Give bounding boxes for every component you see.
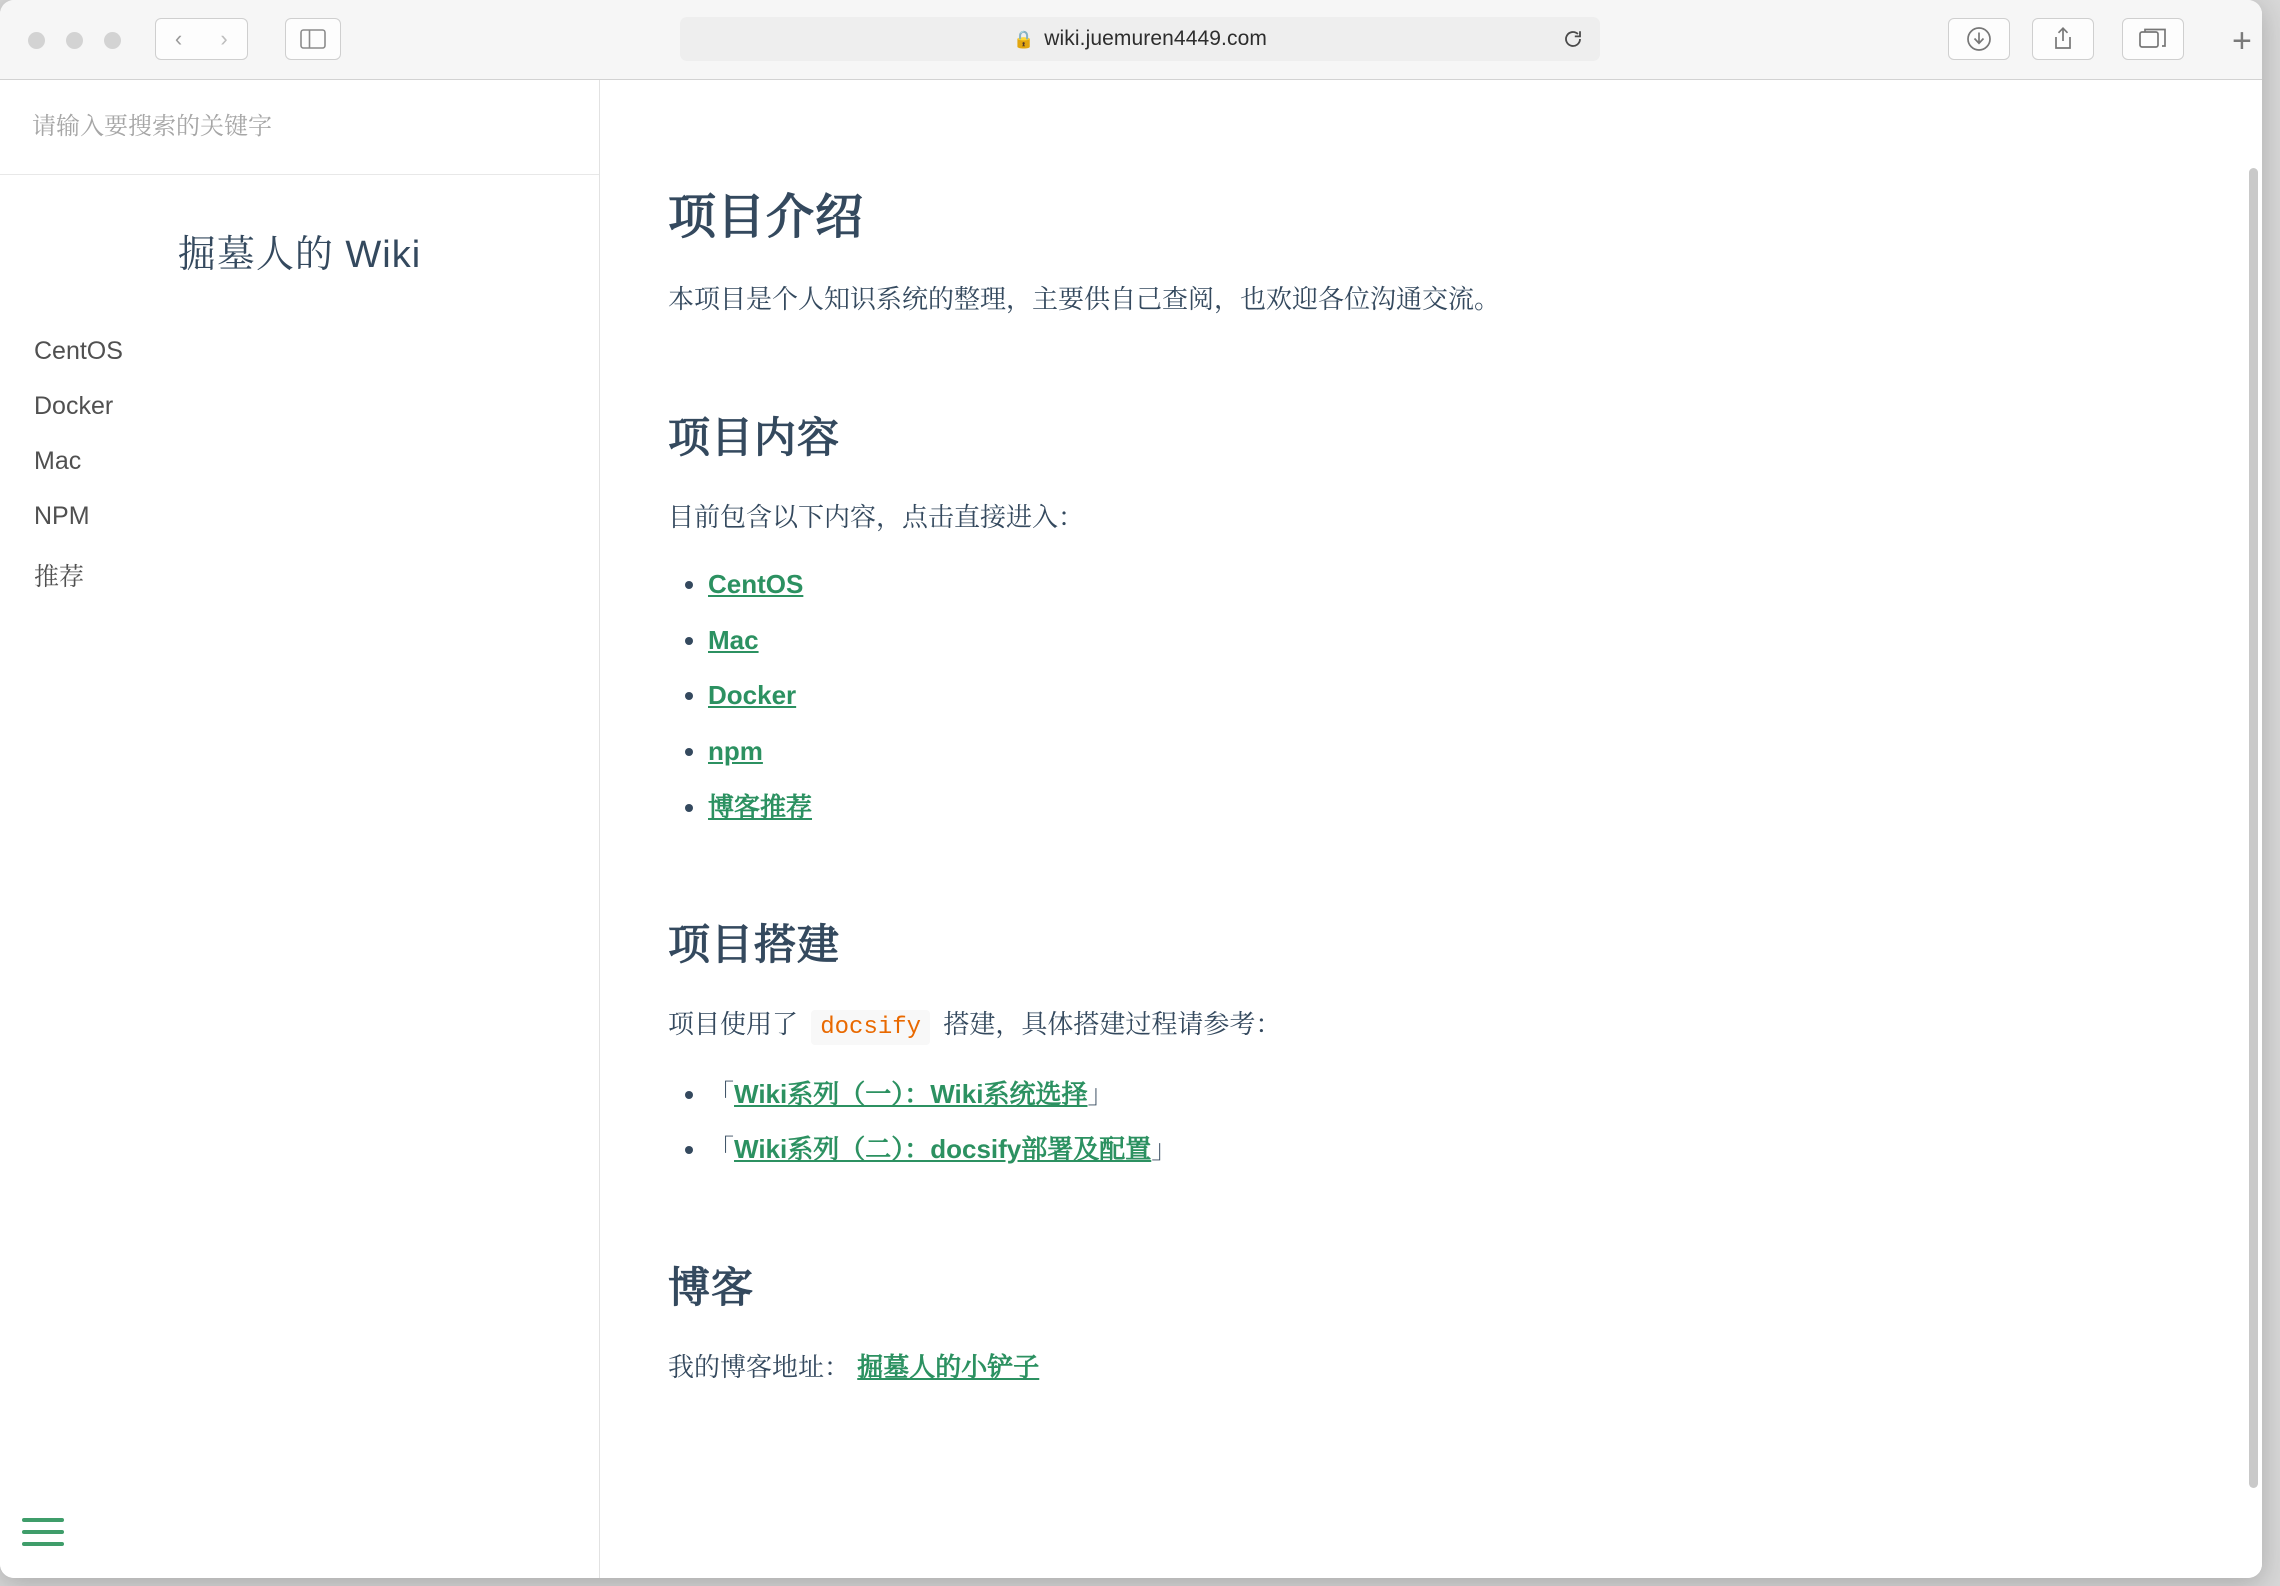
list-item [708, 620, 2192, 662]
hamburger-bar [22, 1518, 64, 1522]
reload-icon [1562, 28, 1584, 50]
list-item [708, 731, 2192, 773]
reload-button[interactable] [1562, 28, 1584, 50]
url-text: wiki.juemuren4449.com [1044, 27, 1267, 50]
site-title: 掘墓人的 Wiki [177, 234, 422, 276]
section-heading-build: 项目搭建 [668, 921, 841, 969]
list-item [708, 564, 2192, 606]
chevron-left-icon: ‹ [174, 26, 183, 51]
link-wiki-series-1[interactable]: Wiki系列（一）：Wiki系统选择 [734, 1078, 1088, 1109]
share-button[interactable] [2032, 18, 2094, 60]
forward-button[interactable] [201, 18, 248, 60]
build-lead [668, 1004, 2192, 1047]
docs-main [600, 80, 2262, 1578]
vertical-scrollbar[interactable] [2249, 168, 2258, 1488]
hamburger-bar [22, 1530, 64, 1534]
sidebar-item-npm[interactable]: NPM [34, 502, 90, 530]
quote-close: 」 [1087, 1078, 1114, 1109]
share-icon [2051, 26, 2075, 52]
blog-paragraph [668, 1347, 2192, 1389]
link-npm[interactable]: npm [708, 735, 763, 766]
content-lead: 目前包含以下内容，点击直接进入： [668, 501, 1085, 532]
content-link-list [668, 564, 2192, 828]
maximize-window-button[interactable] [104, 32, 121, 49]
section-heading-content: 项目内容 [668, 413, 841, 461]
sidebar-item-docker[interactable]: Docker [34, 392, 114, 420]
new-tab-button[interactable]: + [2232, 22, 2252, 60]
minimize-window-button[interactable] [66, 32, 83, 49]
list-item [708, 675, 2192, 717]
build-lead-before: 项目使用了 [668, 1009, 799, 1040]
hamburger-bar [22, 1542, 64, 1546]
back-button[interactable] [155, 18, 202, 60]
quote-close: 」 [1151, 1134, 1178, 1165]
docs-sidebar [0, 80, 600, 1578]
lock-icon: 🔒 [1013, 29, 1035, 49]
link-wiki-series-2[interactable]: Wiki系列（二）：docsify部署及配置 [734, 1134, 1152, 1165]
intro-paragraph: 本项目是个人知识系统的整理，主要供自己查阅，也欢迎各位沟通交流。 [668, 284, 1501, 314]
quote-open: 「 [708, 1078, 735, 1109]
sidebar-item-centos[interactable]: CentOS [34, 337, 123, 365]
sidebar-toggle-button[interactable] [285, 18, 341, 60]
sidebar-nav-list [0, 324, 599, 606]
page-title: 项目介绍 [668, 191, 865, 244]
search-container[interactable] [0, 80, 599, 175]
page-content [0, 80, 2262, 1578]
inline-code-docsify: docsify [811, 1010, 930, 1045]
link-blog-recommend[interactable]: 博客推荐 [708, 791, 813, 822]
link-docker[interactable]: Docker [708, 680, 797, 711]
link-personal-blog[interactable]: 掘墓人的小铲子 [857, 1351, 1040, 1382]
sidebar-item-recommend[interactable]: 推荐 [34, 563, 85, 591]
hamburger-icon[interactable] [22, 1518, 64, 1548]
tab-overview-button[interactable] [2122, 18, 2184, 60]
build-link-list [668, 1074, 2192, 1171]
quote-open: 「 [708, 1134, 735, 1165]
link-mac[interactable]: Mac [708, 624, 759, 655]
chevron-right-icon: › [220, 26, 228, 51]
build-lead-after: 搭建，具体搭建过程请参考： [943, 1009, 1282, 1040]
list-item [708, 1129, 2192, 1171]
link-centos[interactable]: CentOS [708, 569, 804, 600]
close-window-button[interactable] [28, 32, 45, 49]
tab-overview-icon [2139, 27, 2167, 51]
blog-lead: 我的博客地址： [668, 1351, 851, 1382]
list-item [708, 1074, 2192, 1116]
download-icon [1966, 26, 1992, 52]
sidebar-toggle-icon [300, 29, 326, 49]
list-item [708, 787, 2192, 829]
section-heading-blog: 博客 [668, 1263, 755, 1311]
downloads-button[interactable] [1948, 18, 2010, 60]
sidebar-item-mac[interactable]: Mac [34, 447, 82, 475]
search-input[interactable] [30, 112, 569, 142]
browser-toolbar [0, 0, 2262, 80]
address-bar[interactable] [680, 17, 1600, 61]
